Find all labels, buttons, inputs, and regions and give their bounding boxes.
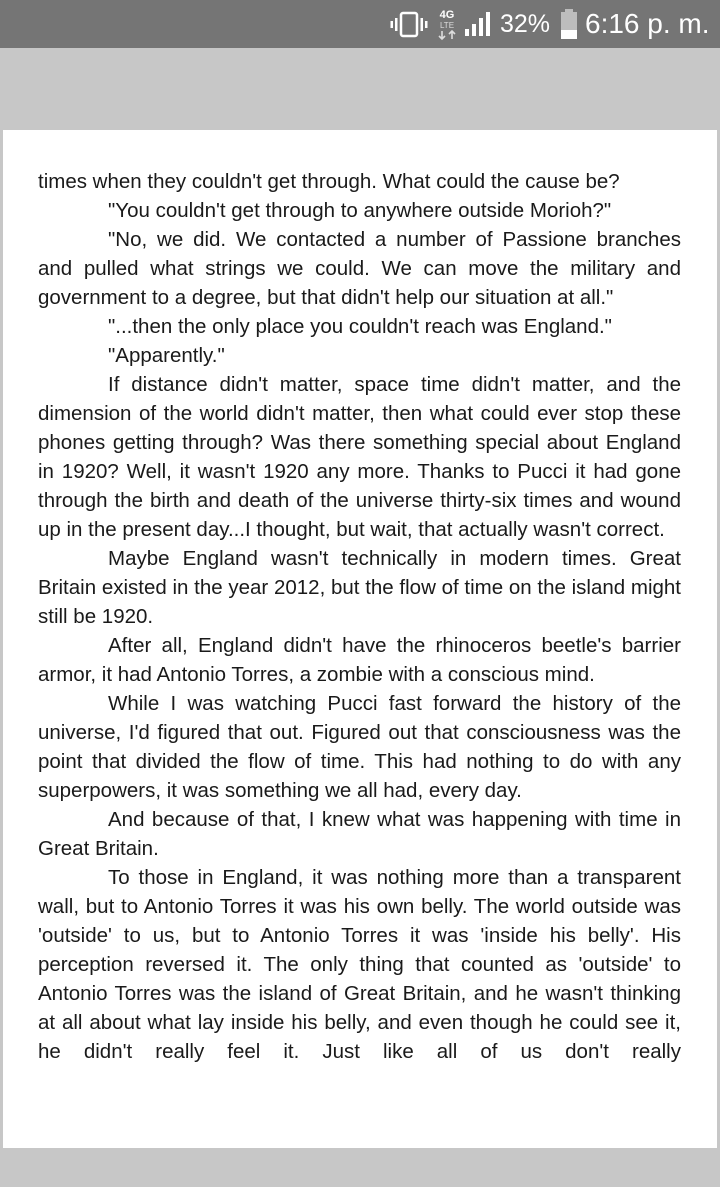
status-bar [0,0,720,48]
paragraph: "...then the only place you couldn't reach was England." [108,315,612,338]
battery-percentage: 32% [500,9,551,38]
paragraph: And because of that, I knew what was happening with time in Great Britain. [38,808,681,860]
paragraph: times when they couldn't get through. What could the cause be? [38,170,620,193]
paragraph: "Apparently." [108,344,225,367]
paragraph: After all, England didn't have the rhinoceros beetle's barrier armor, it had Antonio Torres, a zombie with a conscious mind. [38,634,681,686]
vibrate-icon [390,0,430,48]
reading-page[interactable] [3,130,717,1148]
signal-icon [464,0,494,48]
network-type-label: 4G [439,9,455,21]
paragraph: While I was watching Pucci fast forward the history of the universe, I'd figured that out. Figured out that consciousness was the point that divided the flow of time. This had nothing to do with any superpowers, it was something we all had, every day. [38,692,681,802]
reader-toolbar [0,48,720,130]
paragraph: If distance didn't matter, space time didn't matter, and the dimension of the world didn't matter, then what could ever stop these phones getting through? Was there something special about England in 1920? Well, it wasn't 1920 any more. Thanks to Pucci it had gone through the birth and death of the universe thirty-six times and wound up in the present day...I thought, but wait, that actually wasn't correct. [38,373,681,541]
paragraph: To those in England, it was nothing more than a transparent wall, but to Antonio Torres it was his own belly. The world outside was 'outside' to us, but to Antonio Torres it was 'inside his belly'. His perception reversed it. The only thing that counted as 'outside' to Antonio Torres was the island of Great Britain, and he wasn't thinking at all about what lay inside his belly, and even though he could see it, he didn't really feel it. Just like all of us don't really [38,866,681,1063]
paragraph: "No, we did. We contacted a number of Passione branches and pulled what strings we could. We can move the military and government to a degree, but that didn't help our situation at all." [38,228,681,309]
lte-icon [436,0,458,48]
network-sub-label: LTE [439,21,455,30]
page-text [38,167,681,1066]
paragraph: "You couldn't get through to anywhere outside Morioh?" [108,199,612,222]
status-clock: 6:16 p. m. [585,8,710,39]
bottom-bar [0,1148,720,1187]
paragraph: Maybe England wasn't technically in modern times. Great Britain existed in the year 2012, but the flow of time on the island might still be 1920. [38,547,681,628]
battery-icon [558,0,580,48]
